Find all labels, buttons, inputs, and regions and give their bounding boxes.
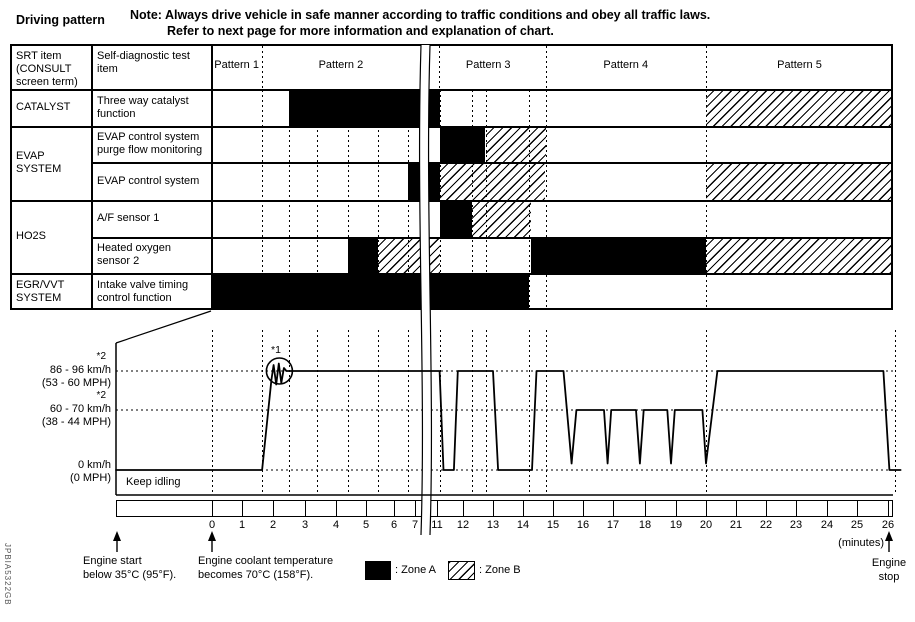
figure-code: JPBIA5322GB — [3, 543, 12, 606]
minute-tick-label: 6 — [390, 519, 398, 531]
minute-tick-label: 16 — [576, 519, 590, 531]
minute-tick-label: 7 — [411, 519, 419, 531]
srt-cell-three_way_catalyst: CATALYST — [16, 101, 71, 113]
graph-gridline — [317, 330, 318, 495]
table-row-line — [91, 237, 893, 239]
minute-cell-line — [493, 500, 494, 517]
minute-cell-line — [394, 500, 395, 517]
minute-tick-label: 2 — [269, 519, 277, 531]
engine-start-line-1: Engine start — [83, 555, 142, 567]
test-item-cell-egr_vvt: Intake valve timing control function — [97, 278, 189, 304]
minute-tick-label: 14 — [516, 519, 530, 531]
graph-gridline — [706, 330, 707, 495]
minute-tick-label: 24 — [820, 519, 834, 531]
graph-gridline — [472, 330, 473, 495]
speed-zero-mph-label: (0 MPH) — [70, 472, 111, 484]
minute-cell-line — [305, 500, 306, 517]
minute-cell-line — [796, 500, 797, 517]
table-col-line-2 — [211, 44, 213, 310]
minute-cell-line — [706, 500, 707, 517]
graph-gridline — [378, 330, 379, 495]
minute-tick-label: 3 — [301, 519, 309, 531]
speed-high-footnote: *2 — [96, 351, 106, 362]
minute-cell-line — [583, 500, 584, 517]
minute-cell-line — [523, 500, 524, 517]
engine-start-note — [83, 555, 176, 582]
keep-idling-label: Keep idling — [126, 476, 181, 488]
coolant-note — [198, 555, 333, 582]
speed-high-kmh-label: 86 - 96 km/h — [49, 364, 111, 376]
minute-cell-line — [613, 500, 614, 517]
engine-stop-line-2: stop — [878, 570, 900, 583]
minute-cell-line — [242, 500, 243, 517]
minute-tick-label: 20 — [699, 519, 713, 531]
minute-tick-label: 26 — [881, 519, 895, 531]
note-line-1: Note: Always drive vehicle in safe manner according to traffic conditions and obey all traffic laws. — [130, 8, 711, 22]
zone-a-swatch — [365, 561, 391, 580]
test-item-cell-evap_ctrl: EVAP control system — [97, 174, 200, 187]
test-item-cell-ho2s2: Heated oxygen sensor 2 — [97, 242, 171, 267]
minute-tick-label: 22 — [759, 519, 773, 531]
table-header-test-item: Self-diagnostic test item — [97, 50, 190, 75]
minute-tick-label: 21 — [729, 519, 743, 531]
minute-tick-label: 1 — [238, 519, 246, 531]
minute-cell-line — [415, 500, 416, 517]
minute-tick-label: 0 — [208, 519, 216, 531]
pattern-label-2: Pattern 2 — [318, 59, 364, 71]
minute-tick-label: 11 — [431, 519, 443, 531]
graph-gridline — [895, 330, 896, 495]
engine-stop-note — [863, 557, 915, 584]
minute-cell-line — [336, 500, 337, 517]
minute-cell-line — [857, 500, 858, 517]
test-item-cell-af_sensor1: A/F sensor 1 — [97, 212, 160, 224]
minute-tick-label: 19 — [669, 519, 683, 531]
minutes-strip — [116, 500, 893, 517]
minute-cell-line — [736, 500, 737, 517]
zone-b-label: : Zone B — [479, 564, 521, 576]
srt-cell-egr_vvt: EGR/VVT SYSTEM — [16, 278, 65, 304]
test-item-cell-three_way_catalyst: Three way catalyst function — [97, 94, 189, 120]
surge-footnote: *1 — [271, 344, 281, 356]
pattern-label-1: Pattern 1 — [214, 59, 259, 71]
minute-cell-line — [676, 500, 677, 517]
zone-a-label: : Zone A — [395, 564, 436, 576]
minute-cell-line — [273, 500, 274, 517]
minute-tick-label: 5 — [362, 519, 370, 531]
engine-stop-line-1: Engine — [871, 557, 907, 569]
speed-high-mph-label: (53 - 60 MPH) — [41, 377, 111, 389]
minute-tick-label: 23 — [789, 519, 803, 531]
minute-cell-line — [212, 500, 213, 517]
test-item-cell-evap_purge: EVAP control system purge flow monitoring — [97, 131, 203, 156]
minute-cell-line — [827, 500, 828, 517]
minute-cell-line — [366, 500, 367, 517]
srt-cell-af_sensor1: HO2S — [16, 230, 46, 242]
pattern-label-3: Pattern 3 — [465, 59, 511, 71]
minute-tick-label: 13 — [486, 519, 500, 531]
minute-tick-label: 4 — [332, 519, 340, 531]
srt-cell-evap_purge: EVAP SYSTEM — [16, 150, 62, 175]
minute-cell-line — [766, 500, 767, 517]
graph-gridline — [546, 330, 547, 495]
graph-gridline — [440, 330, 441, 495]
minute-cell-line — [437, 500, 438, 517]
minute-tick-label: 17 — [606, 519, 620, 531]
minutes-unit-label: (minutes) — [838, 537, 884, 549]
pattern-label-5: Pattern 5 — [777, 59, 822, 71]
page-title: Driving pattern — [16, 13, 105, 27]
graph-gridline — [486, 330, 487, 495]
graph-gridline — [529, 330, 530, 495]
minute-cell-line — [553, 500, 554, 517]
speed-zero-kmh-label: 0 km/h — [77, 459, 111, 471]
zone-b-swatch — [448, 561, 475, 580]
coolant-line-2: becomes 70°C (158°F). — [198, 568, 314, 581]
minute-cell-line — [645, 500, 646, 517]
note-line-2: Refer to next page for more information and explanation of chart. — [167, 24, 554, 38]
speed-mid-kmh-label: 60 - 70 km/h — [49, 403, 111, 415]
minute-tick-label: 18 — [638, 519, 652, 531]
engine-start-line-2: below 35°C (95°F). — [83, 568, 177, 581]
pattern-label-4: Pattern 4 — [603, 59, 649, 71]
table-row-line — [91, 162, 893, 164]
minute-cell-line — [463, 500, 464, 517]
coolant-line-1: Engine coolant temperature — [198, 555, 334, 567]
graph-gridline — [212, 330, 213, 495]
speed-mid-footnote: *2 — [96, 390, 106, 401]
minute-tick-label: 25 — [850, 519, 864, 531]
minute-tick-label: 15 — [546, 519, 560, 531]
graph-gridline — [348, 330, 349, 495]
minute-tick-label: 12 — [456, 519, 470, 531]
speed-mid-mph-label: (38 - 44 MPH) — [41, 416, 111, 428]
table-header-srt: SRT item (CONSULT screen term) — [16, 50, 78, 88]
minute-cell-line — [888, 500, 889, 517]
graph-gridline — [408, 330, 409, 495]
